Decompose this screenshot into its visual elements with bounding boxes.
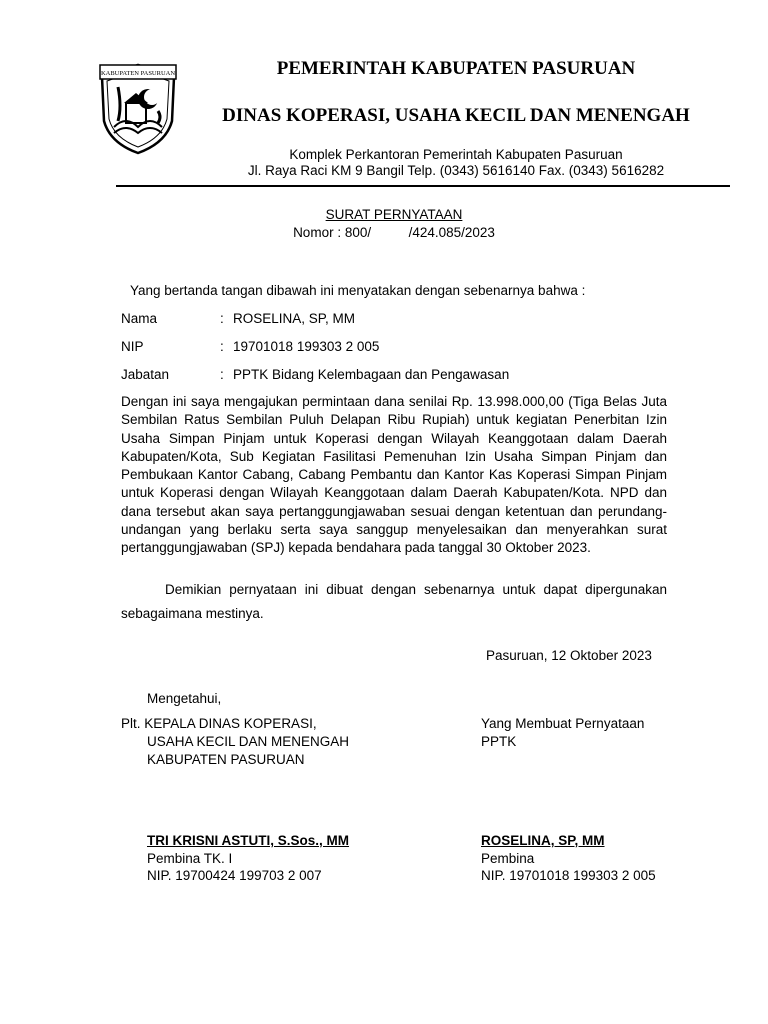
right-signatory-nip: NIP. 19701018 199303 2 005 (481, 868, 656, 883)
intro-text: Yang bertanda tangan dibawah ini menyatakan dengan sebenarnya bahwa : (130, 283, 586, 298)
left-signatory-nip: NIP. 19700424 199703 2 007 (147, 868, 322, 883)
document-title: SURAT PERNYATAAN (325, 207, 463, 222)
right-signatory-name: ROSELINA, SP, MM (481, 833, 605, 848)
right-signatory-rank: Pembina (481, 851, 535, 866)
field-value-jabatan: PPTK Bidang Kelembagaan dan Pengawasan (233, 367, 510, 382)
left-position-line-3: KABUPATEN PASURUAN (147, 752, 305, 767)
left-signatory-rank: Pembina TK. I (147, 851, 233, 866)
left-position-line-2: USAHA KECIL DAN MENENGAH (147, 734, 350, 749)
right-position-line-2: PPTK (481, 734, 517, 749)
closing-paragraph: Demikian pernyataan ini dibuat dengan sebenarnya untuk dapat dipergunakan sebagaimana mestinya. (121, 582, 667, 621)
left-position-line-1: Plt. KEPALA DINAS KOPERASI, (121, 716, 317, 731)
statement-paragraph: Dengan ini saya mengajukan permintaan dana senilai Rp. 13.998.000,00 (Tiga Belas Juta Sembilan Ratus Sembilan Puluh Delapan Ribu Rupiah) untuk kegiatan Penerbitan Izin Usaha Simpan Pinjam untuk Koperasi dengan Wilayah Keanggotaan dalam Daerah Kabupaten/Kota, Sub Kegiatan Fasilitasi Pemenuhan Izin Usaha Simpan Pinjam dan Pembukaan Kantor Cabang, Cabang Pembantu dan Kantor Kas Koperasi Simpan Pinjam untuk Koperasi dengan Wilayah Keanggotaan dalam Daerah Kabupaten/Kota. NPD dan dana tersebut akan saya pertanggungjawaban sesuai dengan ketentuan dan perundang-undangan yang berlaku serta saya sanggup menyelesaikan dan menyerahkan surat pertanggungjawaban (SPJ) kepada bendahara pada tanggal 30 Oktober 2023. (121, 394, 667, 556)
document-number: Nomor : 800/ /424.085/2023 (293, 225, 495, 240)
address-line-1: Komplek Perkantoran Pemerintah Kabupaten Pasuruan (289, 147, 623, 162)
acknowledged-label: Mengetahui, (147, 691, 222, 706)
field-colon: : (220, 367, 224, 382)
header-department: DINAS KOPERASI, USAHA KECIL DAN MENENGAH (222, 105, 690, 126)
field-label-nama: Nama (121, 311, 158, 326)
field-value-nama: ROSELINA, SP, MM (233, 311, 356, 326)
right-position-line-1: Yang Membuat Pernyataan (481, 716, 645, 731)
field-colon: : (220, 339, 224, 354)
place-date: Pasuruan, 12 Oktober 2023 (486, 648, 652, 663)
letterhead-divider (116, 185, 730, 187)
field-value-nip: 19701018 199303 2 005 (233, 339, 380, 354)
field-colon: : (220, 311, 224, 326)
regency-emblem-icon (96, 57, 180, 157)
left-signatory-name: TRI KRISNI ASTUTI, S.Sos., MM (147, 833, 350, 848)
header-address (186, 147, 726, 179)
header-government: PEMERINTAH KABUPATEN PASURUAN (276, 58, 636, 79)
address-line-2: Jl. Raya Raci KM 9 Bangil Telp. (0343) 5616140 Fax. (0343) 5616282 (247, 163, 665, 178)
emblem-lettering: KABUPATEN PASURUAN (100, 70, 176, 77)
field-label-nip: NIP (121, 339, 144, 354)
field-label-jabatan: Jabatan (121, 367, 170, 382)
